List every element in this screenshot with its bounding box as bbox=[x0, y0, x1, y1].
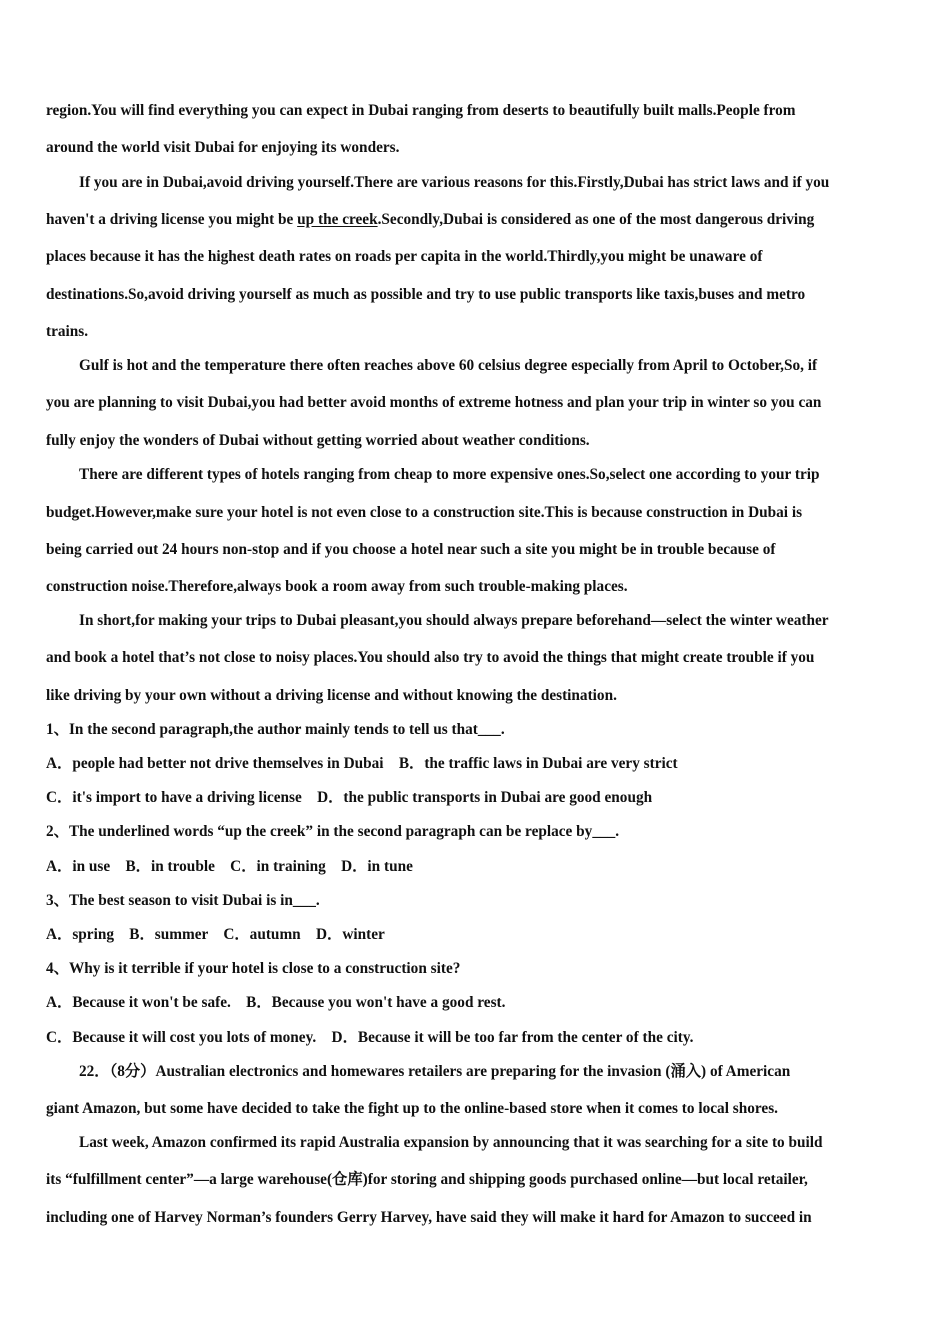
passage-line: trains. bbox=[46, 323, 89, 340]
passage-line: construction noise.Therefore,always book a room away from such trouble-making places. bbox=[46, 578, 628, 595]
passage-line: places because it has the highest death rates on roads per capita in the world.Thirdly,you might be unaware of bbox=[46, 248, 763, 265]
passage-line: In short,for making your trips to Dubai pleasant,you should always prepare beforehand—select the winter weather bbox=[79, 612, 829, 629]
passage-line: fully enjoy the wonders of Dubai without getting worried about weather conditions. bbox=[46, 432, 590, 449]
question-stem: 2、The underlined words “up the creek” in the second paragraph can be replace by___. bbox=[46, 823, 620, 840]
passage-line: destinations.So,avoid driving yourself as much as possible and try to use public transports like taxis,buses and metro bbox=[46, 286, 806, 303]
passage-line: and book a hotel that’s not close to noisy places.You should also try to avoid the things that might create trouble if you bbox=[46, 649, 815, 666]
underlined-phrase: up the creek bbox=[297, 211, 378, 228]
passage-line: around the world visit Dubai for enjoying its wonders. bbox=[46, 139, 400, 156]
question-stem: 3、The best season to visit Dubai is in___. bbox=[46, 892, 320, 909]
passage-line: region.You will find everything you can expect in Dubai ranging from deserts to beautifully built malls.People from bbox=[46, 102, 796, 119]
question-stem: 1、In the second paragraph,the author mainly tends to tell us that___. bbox=[46, 721, 505, 738]
question-options: A．people had better not drive themselves in Dubai B．the traffic laws in Dubai are very strict bbox=[46, 755, 678, 772]
passage-line: like driving by your own without a driving license and without knowing the destination. bbox=[46, 687, 617, 704]
question-stem: 4、Why is it terrible if your hotel is close to a construction site? bbox=[46, 960, 461, 977]
question-options: C．it's import to have a driving license D．the public transports in Dubai are good enough bbox=[46, 789, 653, 806]
passage-line bbox=[46, 210, 814, 230]
passage-line: If you are in Dubai,avoid driving yourself.There are various reasons for this.Firstly,Dubai has strict laws and if you bbox=[79, 174, 830, 191]
passage-line: There are different types of hotels ranging from cheap to more expensive ones.So,select one according to your trip bbox=[79, 466, 820, 483]
passage-line: budget.However,make sure your hotel is not even close to a construction site.This is because construction in Dubai is bbox=[46, 504, 803, 521]
question-options: C．Because it will cost you lots of money. D．Because it will be too far from the center of the city. bbox=[46, 1029, 694, 1046]
passage-line: including one of Harvey Norman’s founders Gerry Harvey, have said they will make it hard for Amazon to succeed in bbox=[46, 1209, 812, 1226]
passage-text: .Secondly,Dubai is considered as one of the most dangerous driving bbox=[377, 211, 815, 228]
question-options: A．in use B．in trouble C．in training D．in tune bbox=[46, 858, 413, 875]
passage-line: you are planning to visit Dubai,you had better avoid months of extreme hotness and plan your trip in winter so you can bbox=[46, 394, 822, 411]
passage-line: Gulf is hot and the temperature there often reaches above 60 celsius degree especially from April to October,So, if bbox=[79, 357, 818, 374]
passage-line: giant Amazon, but some have decided to take the fight up to the online-based store when it comes to local shores. bbox=[46, 1100, 778, 1117]
passage-line: Last week, Amazon confirmed its rapid Australia expansion by announcing that it was searching for a site to build bbox=[79, 1134, 823, 1151]
passage-line: 22．（8分）Australian electronics and homewares retailers are preparing for the invasion (涌入) of American bbox=[79, 1063, 791, 1080]
passage-line: being carried out 24 hours non-stop and if you choose a hotel near such a site you might be in trouble because of bbox=[46, 541, 776, 558]
passage-text: haven't a driving license you might be bbox=[46, 211, 298, 228]
question-options: A．spring B．summer C．autumn D．winter bbox=[46, 926, 385, 943]
question-options: A．Because it won't be safe. B．Because you won't have a good rest. bbox=[46, 994, 506, 1011]
passage-line: its “fulfillment center”—a large warehouse(仓库)for storing and shipping goods purchased online—but local retailer, bbox=[46, 1171, 808, 1188]
